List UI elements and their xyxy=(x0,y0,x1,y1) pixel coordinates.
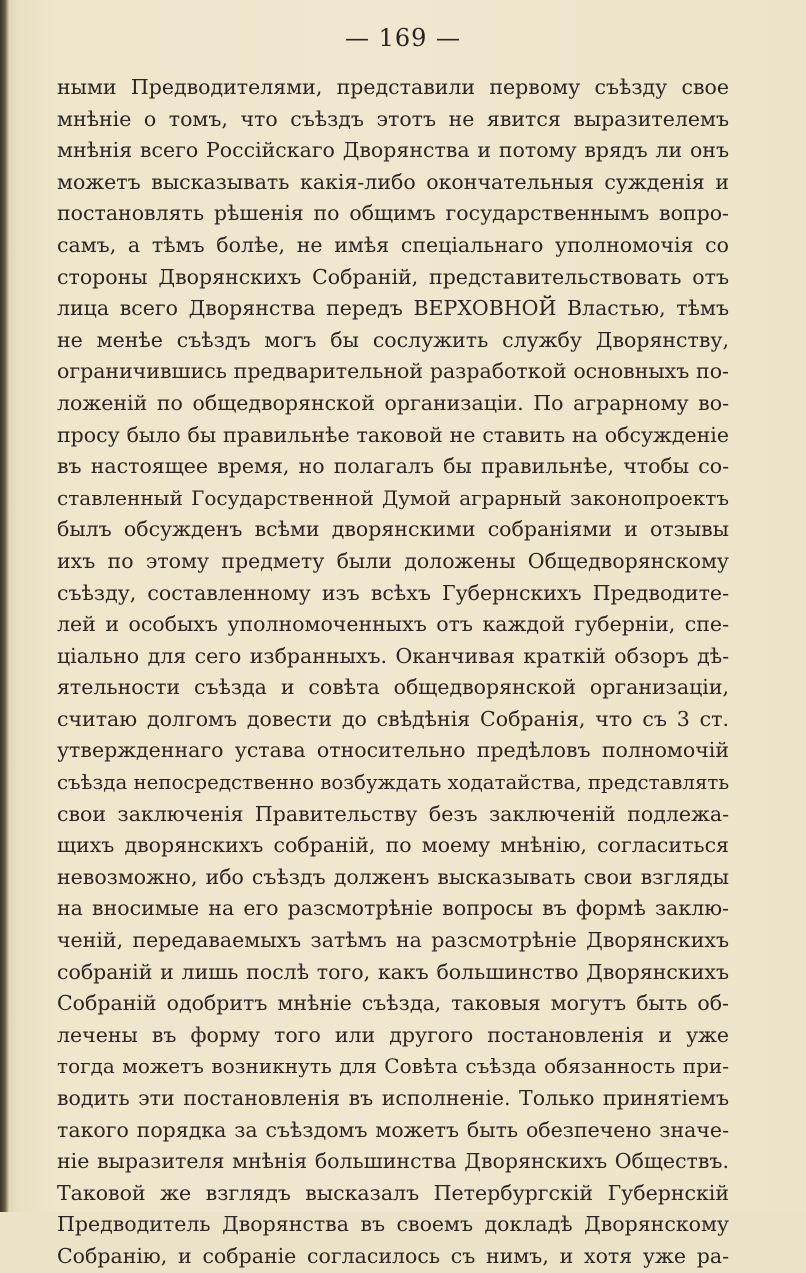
text-line: Таковой же взглядъ высказалъ Петербургскій Губернскій xyxy=(57,1180,729,1205)
text-line: просу было бы правильнѣе таковой не ставить на обсужденіе xyxy=(57,422,729,447)
page-number: — 169 — xyxy=(344,24,462,52)
text-line: считаю долгомъ довести до свѣдѣнія Собранія, что съ 3 ст. xyxy=(57,706,729,731)
text-line: въ настоящее время, но полагалъ бы правильнѣе, чтобы со- xyxy=(57,454,729,479)
text-line: самъ, а тѣмъ болѣе, не имѣя спеціальнаго уполномочія со xyxy=(57,232,729,257)
text-line: ніе выразителя мнѣнія большинства Дворянскихъ Обществъ. xyxy=(57,1149,729,1174)
text-line: ятельности съѣзда и совѣта общедворянской организаціи, xyxy=(57,675,729,700)
text-line: съѣзду, составленному изъ всѣхъ Губернскихъ Предводите- xyxy=(57,580,729,605)
text-line: свои заключенія Правительству безъ заключеній подлежа- xyxy=(57,801,729,826)
text-line: стороны Дворянскихъ Собраній, представительствовать отъ xyxy=(57,264,729,289)
text-line: ченій, передаваемыхъ затѣмъ на разсмотрѣніе Дворянскихъ xyxy=(57,928,729,953)
text-line: мнѣніе о томъ, что съѣздъ этотъ не явится выразителемъ xyxy=(57,106,729,131)
body-text xyxy=(57,72,729,1273)
text-line: Предводитель Дворянства въ своемъ докладѣ Дворянскому xyxy=(57,1212,729,1237)
text-line: ложеній по общедворянской организаціи. По аграрному во- xyxy=(57,390,729,415)
text-line: ціально для сего избранныхъ. Оканчивая краткій обзоръ дѣ- xyxy=(57,643,729,668)
text-line: лица всего Дворянства передъ ВЕРХОВНОЙ Властью, тѣмъ xyxy=(57,296,729,321)
text-line: можетъ высказывать какія-либо окончательныя сужденія и xyxy=(57,169,729,194)
text-line: невозможно, ибо съѣздъ долженъ высказывать свои взгляды xyxy=(57,864,729,889)
text-line: былъ обсужденъ всѣми дворянскими собраніями и отзывы xyxy=(57,517,729,542)
text-line: на вносимые на его разсмотрѣніе вопросы въ формѣ заклю- xyxy=(57,896,729,921)
text-line: щихъ дворянскихъ собраній, по моему мнѣнію, согласиться xyxy=(57,833,729,858)
text-line: Собраній одобритъ мнѣніе съѣзда, таковыя могутъ быть об- xyxy=(57,991,729,1016)
text-line: ными Предводителями, представили первому съѣзду свое xyxy=(57,75,729,99)
text-line: тогда можетъ возникнуть для Совѣта съѣзда обязанность при- xyxy=(57,1054,729,1079)
text-line: съѣзда непосредственно возбуждать ходатайства, представлять xyxy=(57,771,730,795)
text-line: лей и особыхъ уполномоченныхъ отъ каждой губерніи, спе- xyxy=(57,612,729,637)
text-line: лечены въ форму того или другого постановленія и уже xyxy=(57,1022,729,1047)
book-spine-edge xyxy=(0,0,9,1212)
text-line: утвержденнаго устава относительно предѣловъ полномочій xyxy=(57,738,729,763)
text-line: ставленный Государственной Думой аграрный законопроектъ xyxy=(57,485,729,510)
text-line: ихъ по этому предмету были доложены Общедворянскому xyxy=(57,548,729,573)
text-line: ограничившись предварительной разработкой основныхъ по- xyxy=(57,359,729,384)
text-line: водить эти постановленія въ исполненіе. Только принятіемъ xyxy=(57,1086,729,1110)
text-line: не менѣе съѣздъ могъ бы сослужить службу Дворянству, xyxy=(57,327,729,352)
text-line: Собранію, и собраніе согласилось съ нимъ, и хотя уже ра- xyxy=(57,1243,729,1268)
text-line: мнѣнія всего Россійскаго Дворянства и потому врядъ ли онъ xyxy=(57,138,729,163)
text-line: такого порядка за съѣздомъ можетъ быть обезпечено значе- xyxy=(57,1117,729,1142)
text-line: постановлять рѣшенія по общимъ государственнымъ вопро- xyxy=(57,201,729,226)
text-line: собраній и лишь послѣ того, какъ большинство Дворянскихъ xyxy=(57,959,729,984)
